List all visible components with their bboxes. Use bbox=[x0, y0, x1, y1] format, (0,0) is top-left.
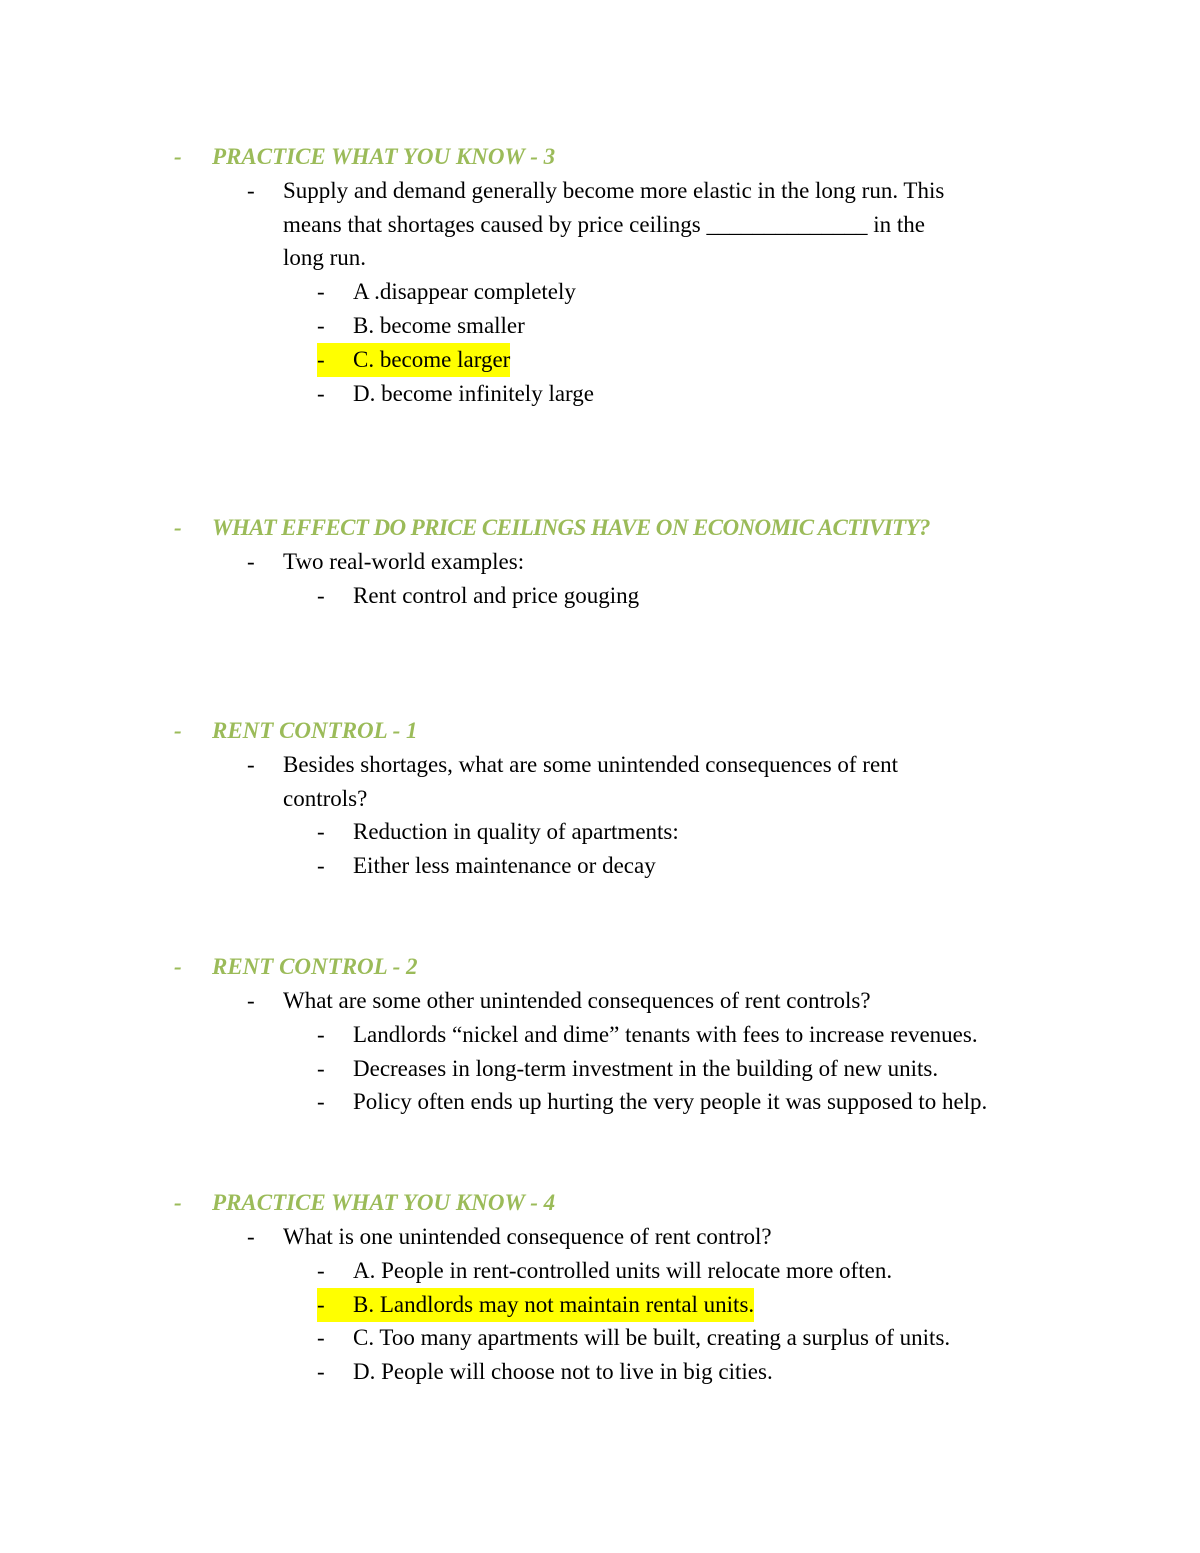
bullet-dash: - bbox=[247, 178, 255, 203]
question-line: What is one unintended consequence of rent control? bbox=[283, 1224, 772, 1249]
answer-option-correct: B. Landlords may not maintain rental units. bbox=[343, 1288, 754, 1322]
bullet-dash: - bbox=[317, 1325, 325, 1350]
bullet-dash: - bbox=[317, 279, 325, 304]
bullet-dash: - bbox=[247, 988, 255, 1013]
bullet-dash: - bbox=[317, 853, 325, 878]
answer-option: D. become infinitely large bbox=[353, 381, 594, 406]
list-item: Rent control and price gouging bbox=[353, 583, 640, 608]
bullet-dash: - bbox=[317, 381, 325, 406]
bullet-dash-highlighted: - bbox=[317, 343, 343, 377]
question-line: means that shortages caused by price ceilings ______________ in the bbox=[283, 212, 925, 237]
section-heading: PRACTICE WHAT YOU KNOW - 3 bbox=[212, 144, 556, 169]
bullet-dash-highlighted: - bbox=[317, 1288, 343, 1322]
bullet-dash: - bbox=[174, 515, 182, 540]
bullet-dash: - bbox=[247, 549, 255, 574]
answer-option: B. become smaller bbox=[353, 313, 525, 338]
bullet-dash: - bbox=[317, 1089, 325, 1114]
question-line: long run. bbox=[283, 245, 367, 270]
section-heading: RENT CONTROL - 1 bbox=[212, 718, 418, 743]
bullet-dash: - bbox=[317, 1359, 325, 1384]
answer-option: C. Too many apartments will be built, creating a surplus of units. bbox=[353, 1325, 951, 1350]
bullet-dash: - bbox=[174, 1190, 182, 1215]
bullet-dash: - bbox=[317, 583, 325, 608]
question-line: Besides shortages, what are some unintended consequences of rent bbox=[283, 752, 899, 777]
bullet-dash: - bbox=[317, 1258, 325, 1283]
bullet-dash: - bbox=[247, 752, 255, 777]
bullet-dash: - bbox=[317, 819, 325, 844]
section-heading: RENT CONTROL - 2 bbox=[212, 954, 418, 979]
question-line: What are some other unintended consequences of rent controls? bbox=[283, 988, 871, 1013]
list-item: Landlords “nickel and dime” tenants with fees to increase revenues. bbox=[353, 1022, 978, 1047]
section-heading: PRACTICE WHAT YOU KNOW - 4 bbox=[212, 1190, 556, 1215]
question-line: Two real-world examples: bbox=[283, 549, 525, 574]
list-item: Decreases in long-term investment in the building of new units. bbox=[353, 1056, 939, 1081]
bullet-dash: - bbox=[174, 144, 182, 169]
answer-option: D. People will choose not to live in big cities. bbox=[353, 1359, 773, 1384]
bullet-dash: - bbox=[174, 718, 182, 743]
bullet-dash: - bbox=[247, 1224, 255, 1249]
question-line: Supply and demand generally become more elastic in the long run. This bbox=[283, 178, 945, 203]
bullet-dash: - bbox=[317, 1056, 325, 1081]
bullet-dash: - bbox=[174, 954, 182, 979]
answer-option: A. People in rent-controlled units will relocate more often. bbox=[353, 1258, 893, 1283]
answer-option-correct: C. become larger bbox=[343, 343, 510, 377]
answer-option: A .disappear completely bbox=[353, 279, 576, 304]
bullet-dash: - bbox=[317, 313, 325, 338]
list-item: Reduction in quality of apartments: bbox=[353, 819, 679, 844]
list-item: Either less maintenance or decay bbox=[353, 853, 656, 878]
question-line: controls? bbox=[283, 786, 368, 811]
section-heading: WHAT EFFECT DO PRICE CEILINGS HAVE ON ECONOMIC ACTIVITY? bbox=[212, 515, 930, 540]
list-item: Policy often ends up hurting the very people it was supposed to help. bbox=[353, 1089, 988, 1114]
bullet-dash: - bbox=[317, 1022, 325, 1047]
